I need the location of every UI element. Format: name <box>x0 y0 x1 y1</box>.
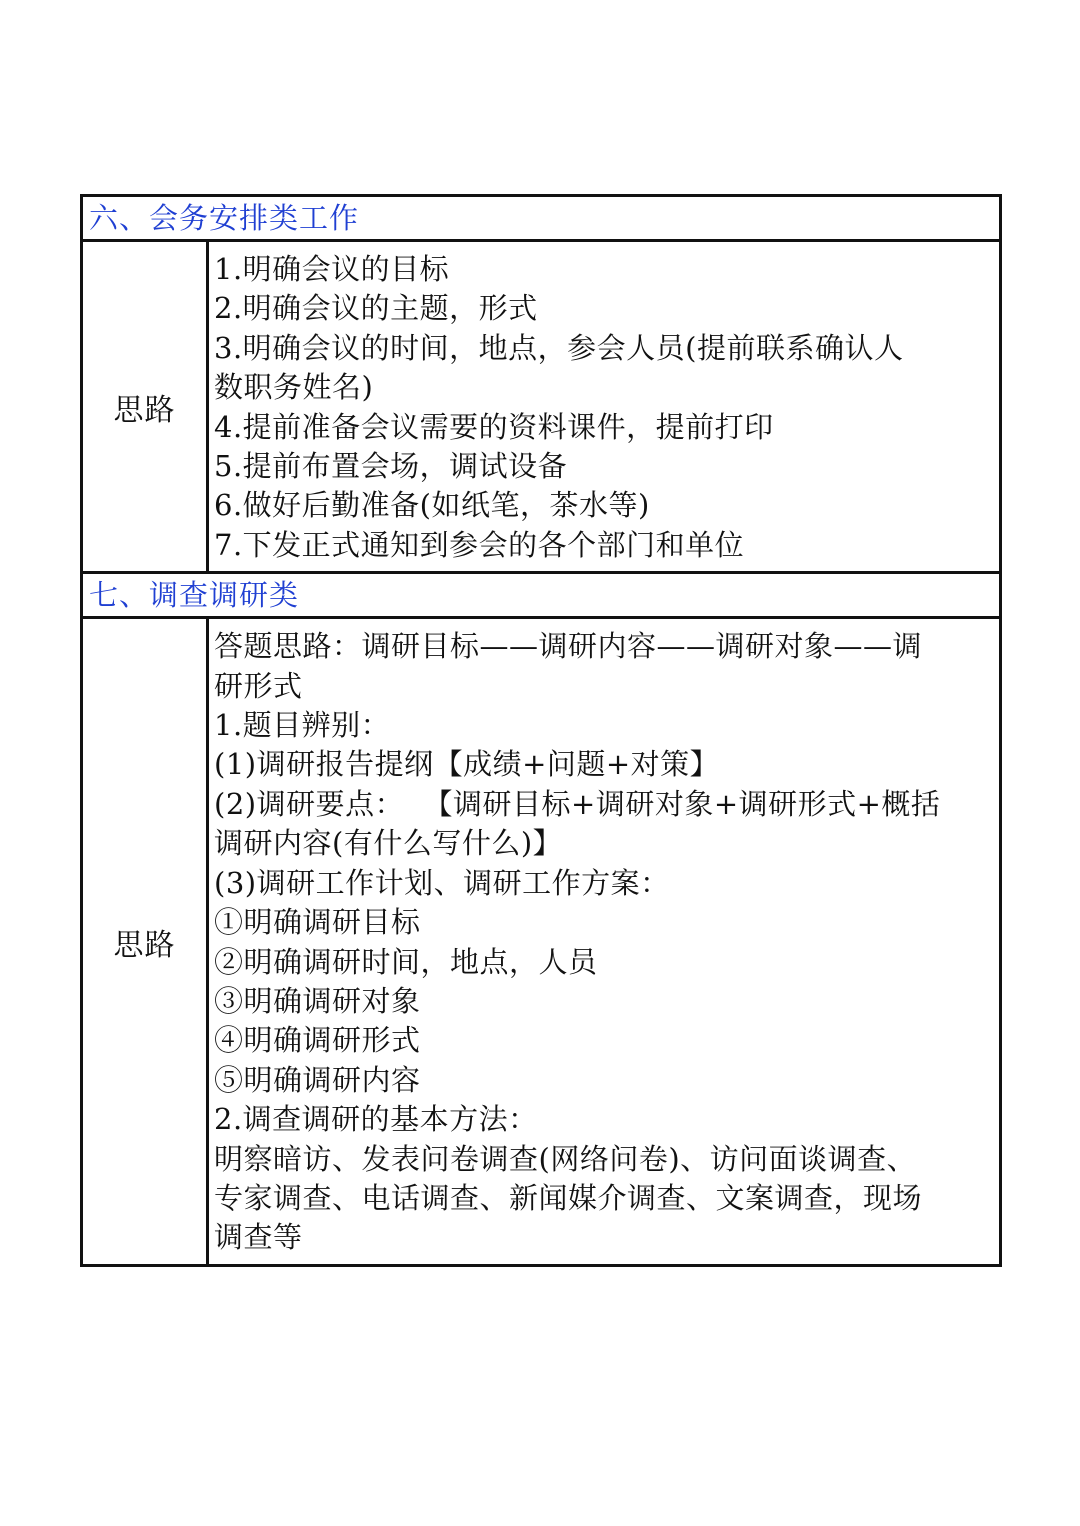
section-7-line: ⑤明确调研内容 <box>214 1062 421 1097</box>
section-7-line: 调查等 <box>214 1220 303 1255</box>
section-7-line: ①明确调研目标 <box>214 905 421 940</box>
section-7-line: (1)调研报告提纲【成绩+问题+对策】 <box>214 747 720 782</box>
section-6-line: 2.明确会议的主题，形式 <box>214 291 538 326</box>
section-7-line: (2)调研要点： 【调研目标+调研对象+调研形式+概括 <box>214 786 941 821</box>
section-6-body <box>208 241 1001 573</box>
section-7-label: 思路 <box>82 618 208 1266</box>
section-7-line: ③明确调研对象 <box>214 983 421 1018</box>
section-6-line: 5.提前布置会场，调试设备 <box>214 449 568 484</box>
section-7-line: (3)调研工作计划、调研工作方案： <box>214 865 670 900</box>
document-table <box>80 194 1002 1267</box>
section-7-content-row <box>82 618 1001 1266</box>
section-6-title: 六、会务安排类工作 <box>82 196 1001 241</box>
section-6-content-row <box>82 241 1001 573</box>
section-7-line: ④明确调研形式 <box>214 1023 421 1058</box>
section-7-title: 七、调查调研类 <box>82 573 1001 618</box>
section-7-header-row <box>82 573 1001 618</box>
section-7-line: 2.调查调研的基本方法： <box>214 1102 538 1137</box>
section-6-line: 数职务姓名) <box>214 370 374 405</box>
section-6-line: 3.明确会议的时间，地点，参会人员(提前联系确认人 <box>214 330 904 365</box>
section-7-line: 调研内容(有什么写什么)】 <box>214 826 563 861</box>
section-7-line: ②明确调研时间，地点，人员 <box>214 944 598 979</box>
section-7-line: 研形式 <box>214 668 303 703</box>
section-6-label: 思路 <box>82 241 208 573</box>
section-6-line: 7.下发正式通知到参会的各个部门和单位 <box>214 527 745 562</box>
section-7-line: 明察暗访、发表问卷调查(网络问卷)、访问面谈调查、 <box>214 1141 917 1176</box>
section-7-body <box>208 618 1001 1266</box>
section-6-line: 4.提前准备会议需要的资料课件，提前打印 <box>214 409 774 444</box>
section-7-line: 答题思路：调研目标——调研内容——调研对象——调 <box>214 629 923 664</box>
section-6-line: 6.做好后勤准备(如纸笔，茶水等) <box>214 488 650 523</box>
section-6-line: 1.明确会议的目标 <box>214 252 450 286</box>
section-6-header-row <box>82 196 1001 241</box>
section-7-line: 1.题目辨别： <box>214 708 391 743</box>
section-7-line: 专家调查、电话调查、新闻媒介调查、文案调查，现场 <box>214 1180 923 1215</box>
